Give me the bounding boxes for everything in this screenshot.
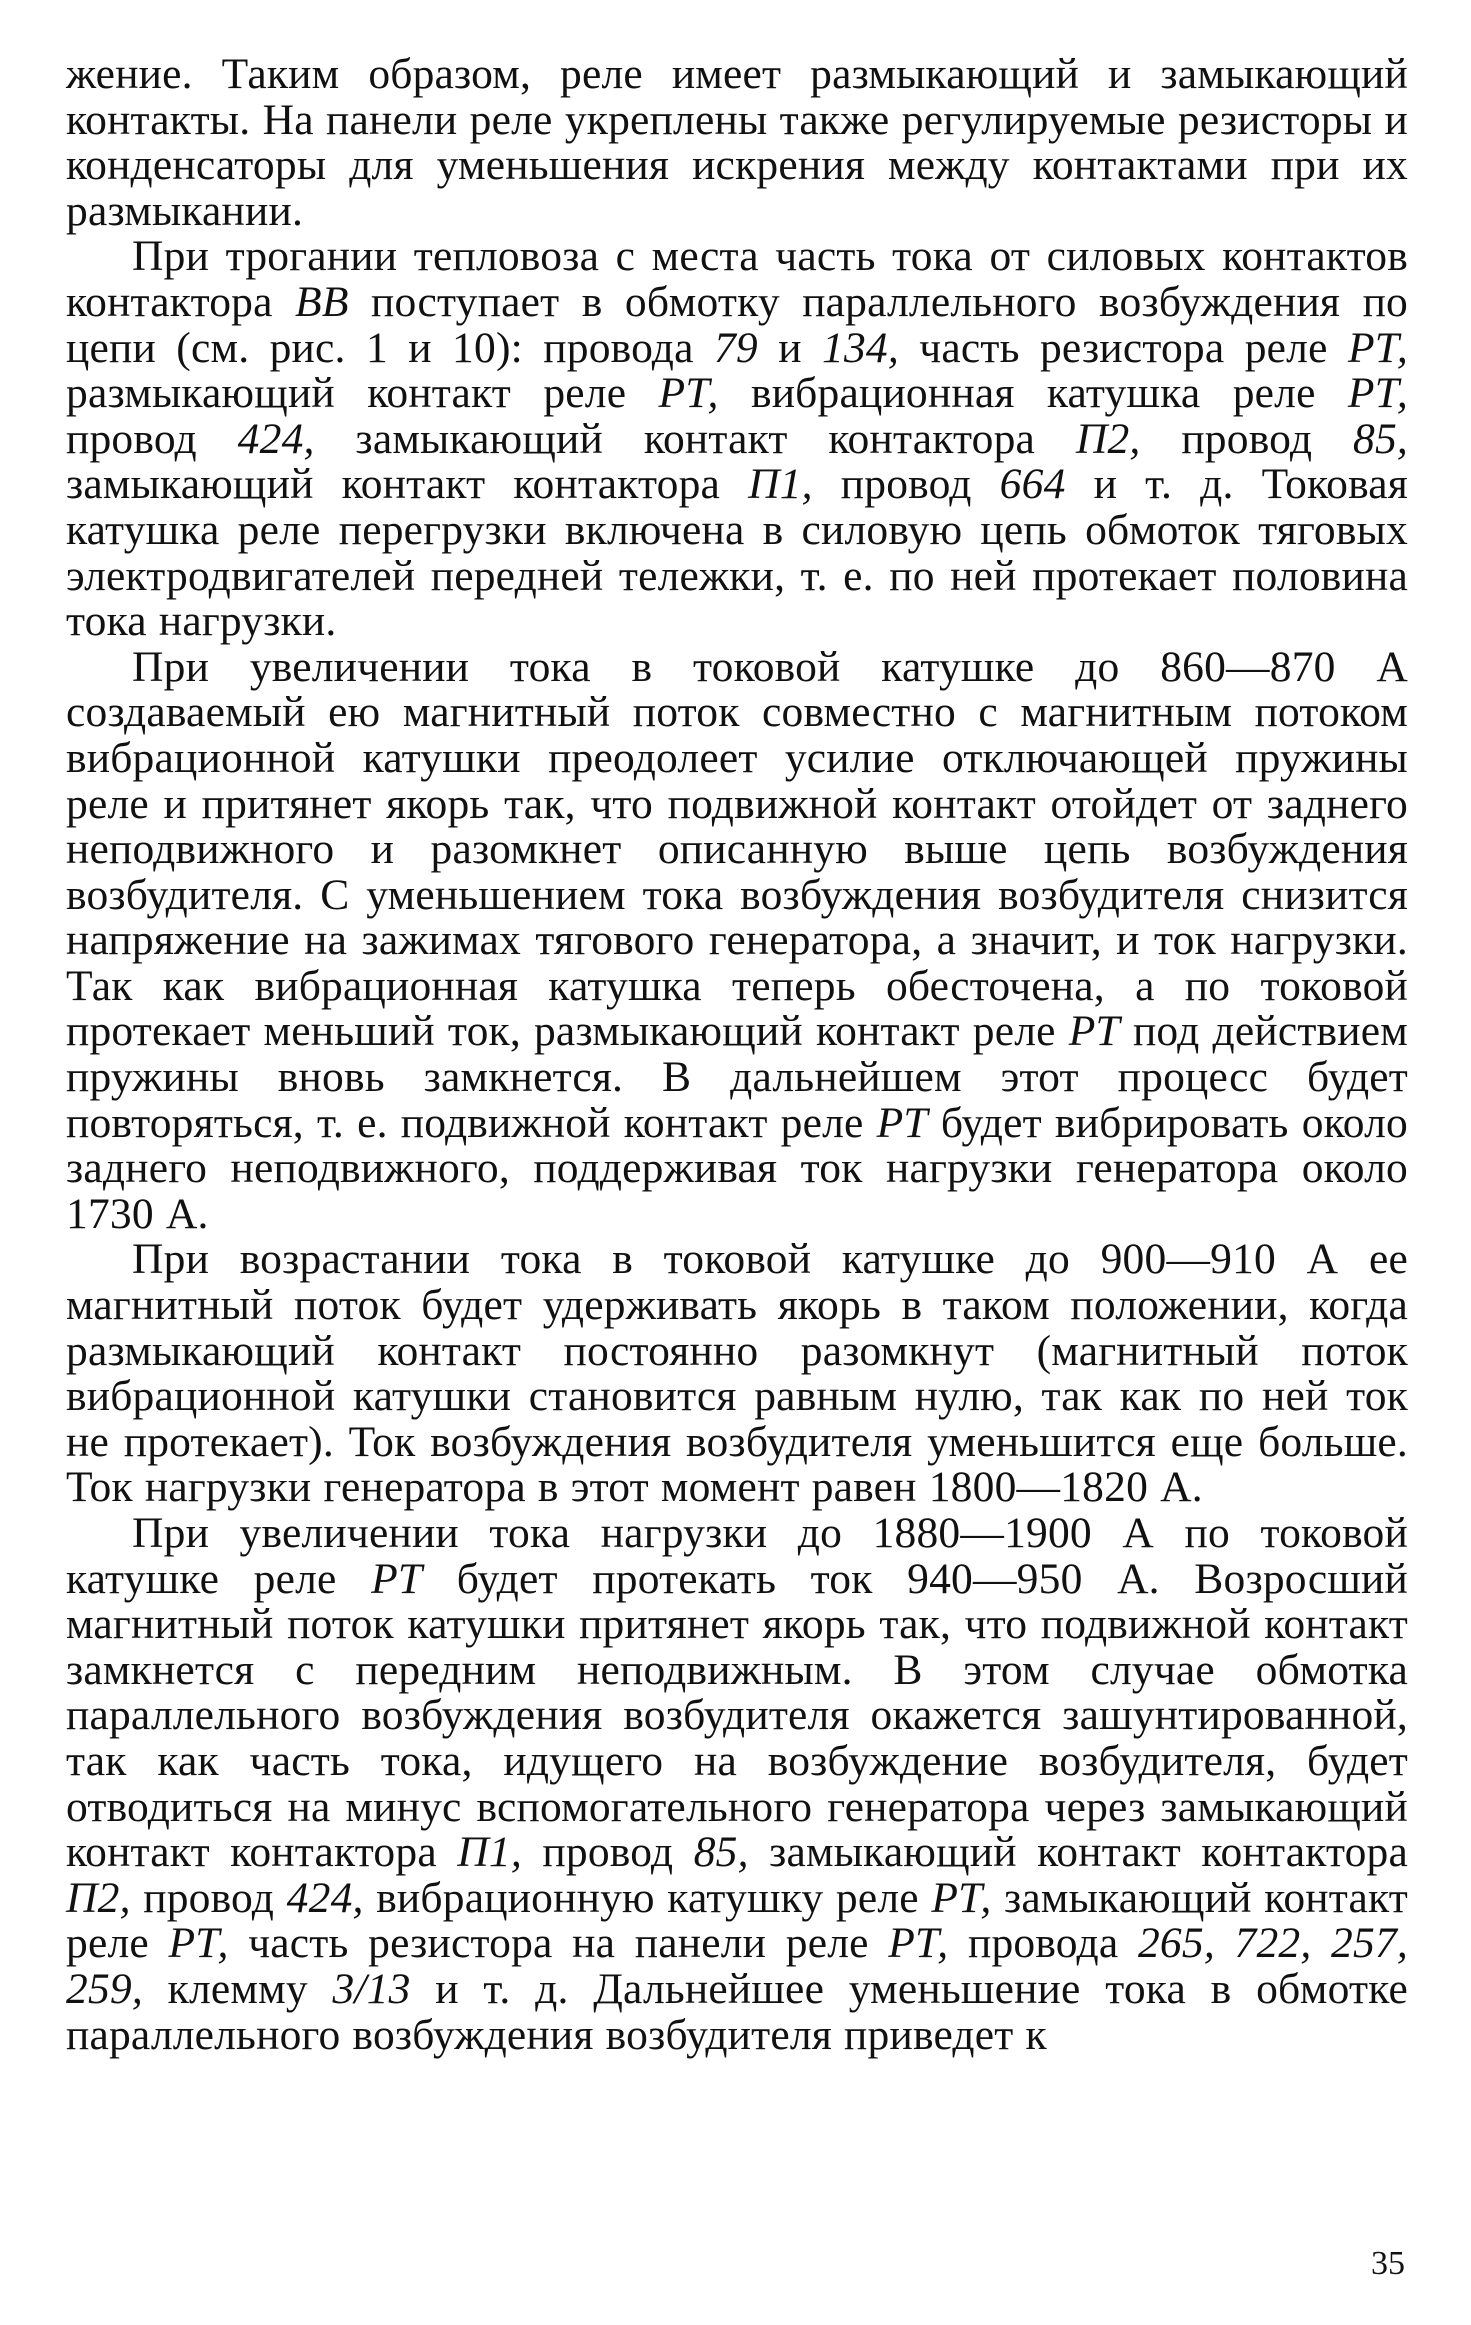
italic-reference: П1, [748,460,813,509]
italic-reference: 134, [822,323,899,372]
text-run: будет вибрировать около заднего неподвижного, поддерживая ток нагрузки генератора около 1730 А. [66,1098,1408,1238]
text-run: провод [130,1873,287,1922]
italic-reference: РТ, [1347,369,1408,418]
italic-reference: ВВ [295,277,349,326]
page-body [66,52,1408,2058]
text-run: При увеличении тока в токовой катушке до 860—870 А создаваемый ею магнитный поток совместно с магнитным потоком вибрационной катушки преодолеет усилие отключающей пружины реле и притянет якорь так, что подвижной контакт отойдет от заднего неподвижного и разомкнет описанную выше цепь возбуждения возбудителя. С уменьшением тока возбуждения возбудителя снизится напряжение на зажимах тягового генератора, а значит, и ток нагрузки. Так как вибрационная катушка теперь обесточена, а по токовой протекает меньший ток, размыкающий контакт реле [66,642,1408,1056]
text-run: замыкающий контакт контактора [748,1828,1409,1877]
text-run: размыкающий контакт реле [66,369,659,418]
italic-reference: 265, 722, 257, 259, [66,1919,1408,2013]
text-run: провод [812,460,1000,509]
italic-reference: РТ, [168,1919,229,1968]
text-run: При трогании тепловоза с места часть тока от силовых контактов контактора [66,232,1408,326]
paragraph [66,52,1408,234]
text-run: провод [1140,414,1353,463]
italic-reference: РТ, [658,369,719,418]
text-run: провод [521,1828,694,1877]
text-run: поступает в обмотку параллельного возбуждения по цепи (см. рис. 1 и 10): провода [66,277,1408,372]
paragraph [66,642,1408,1238]
italic-reference: 85, [1353,414,1408,463]
text-run: часть резистора на панели реле [228,1919,889,1968]
italic-reference: 424, [286,1873,364,1922]
italic-reference: П1, [457,1828,522,1877]
italic-reference: РТ [371,1554,423,1603]
paragraph [66,1511,1408,2058]
italic-reference: РТ, [1347,323,1409,372]
text-run: вибрационная катушка реле [718,369,1348,418]
italic-reference: РТ [1068,1007,1120,1056]
italic-reference: РТ, [888,1919,949,1968]
text-run: и [757,323,823,372]
text-run: и т. д. Дальнейшее уменьшение тока в обмотке параллельного возбуждения возбудителя приведет к [66,1964,1409,2059]
text-run: замыкающий контакт реле [66,1873,1408,1968]
text-run: замыкающий контакт контактора [314,414,1076,463]
italic-reference: П2, [66,1873,131,1922]
text-run: жение. Таким образом, реле имеет размыкающий и замыкающий контакты. На панели реле укреплены также регулируемые резисторы и конденсаторы для уменьшения искрения между контактами при их размыкании. [66,50,1408,235]
paragraph [66,234,1408,644]
text-run: и т. д. Токовая катушка реле перегрузки включена в силовую цепь обмоток тяговых электродвигателей передней тележки, т. е. по ней протекает половина тока нагрузки. [66,460,1409,646]
text-run: под действием пружины вновь замкнется. В дальнейшем этот процесс будет повторяться, т. е. подвижной контакт реле [66,1007,1408,1147]
italic-reference: П2, [1075,414,1141,463]
italic-reference: 85, [693,1828,749,1877]
italic-reference: РТ [876,1098,928,1147]
page-number: 35 [1371,2245,1405,2282]
text-run: клемму [142,1964,333,2013]
italic-reference: 3/13 [332,1964,411,2013]
text-run: При увеличении тока нагрузки до 1880—1900 А по токовой катушке реле [66,1509,1408,1603]
italic-reference: 664 [999,460,1066,509]
paragraph [66,1237,1408,1511]
italic-reference: 424, [237,414,315,463]
text-run: замыкающий контакт контактора [66,460,749,509]
text-run: часть резистора реле [898,323,1348,372]
italic-reference: 79 [713,323,758,372]
text-run: провода [948,1919,1138,1968]
italic-reference: РТ, [931,1873,992,1922]
text-run: будет протекать ток 940—950 А. Возросший магнитный поток катушки притянет якорь так, что подвижной контакт замкнется с передним неподвижным. В этом случае обмотка параллельного возбуждения возбудителя окажется зашунтированной, так как часть тока, идущего на возбуждение возбудителя, будет отводиться на минус вспомогательного генератора через замыкающий контакт контактора [66,1554,1409,1877]
text-run: провод [66,414,238,463]
text-run: При возрастании тока в токовой катушке до 900—910 А ее магнитный поток будет удерживать якорь в таком положении, когда размыкающий контакт постоянно разомкнут (магнитный поток вибрационной катушки становится равным нулю, так как по ней ток не протекает). Ток возбуждения возбудителя уменьшится еще больше. Ток нагрузки генератора в этот момент равен 1800—1820 А. [66,1235,1408,1512]
text-run: вибрационную катушку реле [363,1873,932,1922]
